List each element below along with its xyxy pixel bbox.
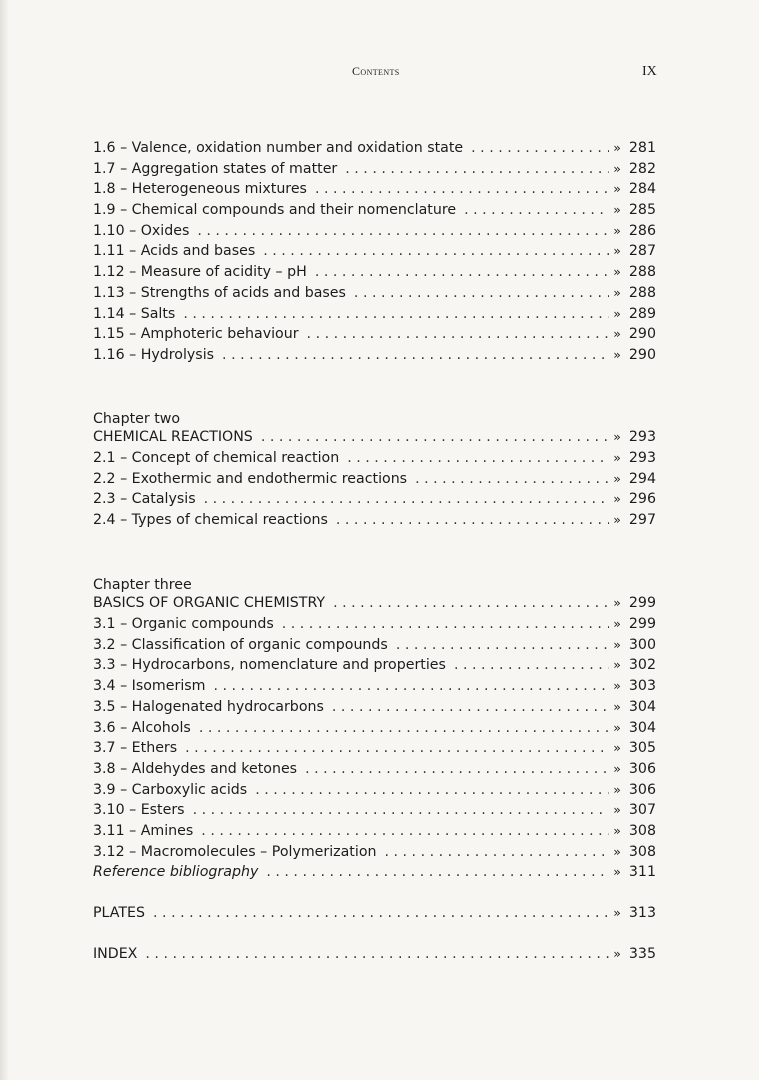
toc-entry-label: CHEMICAL REACTIONS	[93, 429, 253, 446]
page-marker: »	[613, 346, 621, 362]
toc-entry	[93, 326, 656, 347]
dot-leader	[385, 844, 610, 860]
toc-entry	[93, 223, 656, 244]
page-marker: »	[613, 326, 621, 342]
page-marker: »	[613, 284, 621, 300]
page-marker: »	[613, 843, 621, 859]
toc-entry-label: 3.11 – Amines	[93, 822, 194, 839]
page-edge-shadow	[0, 0, 9, 1080]
toc-entry-index	[93, 946, 656, 967]
page-marker: »	[613, 429, 621, 445]
toc-entry-label: 1.16 – Hydrolysis	[93, 346, 215, 363]
toc-entry-page: 303	[628, 678, 656, 695]
page-marker: »	[613, 595, 621, 611]
toc-entry-label: BASICS OF ORGANIC CHEMISTRY	[93, 595, 326, 612]
toc-entry-page: 313	[628, 905, 656, 921]
toc-entry-page: 294	[628, 470, 656, 487]
page-marker: »	[613, 657, 621, 673]
table-of-contents	[93, 140, 656, 966]
page-header	[0, 64, 759, 84]
toc-entry	[93, 782, 656, 803]
toc-entry-page: 282	[628, 160, 656, 177]
dot-leader	[213, 678, 609, 694]
toc-entry-page: 307	[628, 802, 656, 819]
toc-entry-label: 1.10 – Oxides	[93, 222, 190, 239]
toc-entry-label: 1.8 – Heterogeneous mixtures	[93, 181, 307, 198]
dot-leader	[396, 637, 609, 653]
toc-entry-label: 1.13 – Strengths of acids and bases	[93, 284, 346, 301]
toc-entry-page: 335	[628, 945, 656, 962]
toc-entry	[93, 720, 656, 741]
page-marker: »	[613, 740, 621, 756]
dot-leader	[354, 285, 609, 301]
page-marker: »	[613, 636, 621, 652]
page-marker: »	[613, 719, 621, 735]
toc-entry-label: 3.9 – Carboxylic acids	[93, 781, 248, 798]
toc-entry-label: 3.8 – Aldehydes and ketones	[93, 760, 298, 777]
dot-leader	[193, 802, 610, 818]
dot-leader	[282, 616, 610, 632]
toc-entry-label: 1.9 – Chemical compounds and their nomenclature	[93, 202, 457, 219]
toc-entry-page: 302	[628, 657, 656, 674]
page-marker: »	[613, 160, 621, 176]
toc-entry-page: 311	[628, 864, 656, 881]
dot-leader	[255, 782, 609, 798]
toc-entry-page: 290	[628, 326, 656, 343]
toc-entry	[93, 161, 656, 182]
page-marker: »	[613, 470, 621, 486]
toc-entry-page: 286	[628, 222, 656, 239]
toc-entry-label: 1.11 – Acids and bases	[93, 243, 256, 260]
running-title: Contents	[352, 64, 400, 78]
dot-leader	[315, 181, 609, 197]
dot-leader	[266, 864, 609, 880]
toc-entry-plates	[93, 905, 656, 926]
page-marker: »	[613, 140, 621, 155]
toc-entry-label: 3.1 – Organic compounds	[93, 616, 274, 633]
dot-leader	[307, 326, 610, 342]
toc-entry-page: 281	[628, 140, 656, 156]
page-marker: »	[613, 678, 621, 694]
toc-entry	[93, 429, 656, 450]
toc-entry-label: 3.5 – Halogenated hydrocarbons	[93, 698, 324, 715]
toc-entry	[93, 140, 656, 161]
toc-entry	[93, 450, 656, 471]
toc-entry	[93, 243, 656, 264]
page-marker: »	[613, 905, 621, 920]
toc-entry-page: 288	[628, 264, 656, 281]
toc-entry	[93, 285, 656, 306]
chapter-heading: Chapter two	[93, 410, 181, 427]
dot-leader	[183, 306, 609, 322]
toc-entry-label: 3.10 – Esters	[93, 802, 185, 819]
toc-entry-page: 299	[628, 595, 656, 612]
section-one-list	[93, 140, 656, 368]
toc-entry	[93, 802, 656, 823]
dot-leader	[305, 761, 609, 777]
dot-leader	[332, 699, 609, 715]
dot-leader	[464, 202, 609, 218]
toc-entry	[93, 306, 656, 327]
toc-entry	[93, 637, 656, 658]
toc-entry-label: INDEX	[93, 945, 138, 962]
toc-entry-page: 300	[628, 636, 656, 653]
toc-entry-label: 3.7 – Ethers	[93, 740, 178, 757]
toc-entry	[93, 264, 656, 285]
chapter-two-section	[93, 409, 656, 533]
toc-entry-page: 297	[628, 512, 656, 528]
dot-leader	[454, 657, 609, 673]
toc-entry	[93, 471, 656, 492]
page-marker: »	[613, 698, 621, 714]
chapter-three-section	[93, 575, 656, 885]
toc-entry-label: Reference bibliography	[93, 864, 259, 881]
dot-leader	[333, 595, 609, 611]
page-marker: »	[613, 822, 621, 838]
toc-entry-label: 3.4 – Isomerism	[93, 678, 206, 695]
dot-leader	[201, 823, 609, 839]
toc-entry	[93, 823, 656, 844]
dot-leader	[315, 264, 609, 280]
toc-entry-page: 284	[628, 181, 656, 198]
page-marker: »	[613, 449, 621, 465]
toc-entry	[93, 512, 656, 533]
dot-leader	[347, 450, 609, 466]
toc-entry-label: 1.6 – Valence, oxidation number and oxidation state	[93, 140, 464, 156]
page-marker: »	[613, 760, 621, 776]
page-marker: »	[613, 781, 621, 797]
toc-entry-page: 299	[628, 616, 656, 633]
toc-entry-page: 288	[628, 284, 656, 301]
toc-entry-label: 2.1 – Concept of chemical reaction	[93, 449, 340, 466]
toc-entry-page: 308	[628, 822, 656, 839]
toc-entry-label: 1.14 – Salts	[93, 305, 176, 322]
dot-leader	[336, 512, 609, 528]
page-marker: »	[613, 864, 621, 880]
toc-entry-label: 3.3 – Hydrocarbons, nomenclature and properties	[93, 657, 446, 674]
page-marker: »	[613, 181, 621, 197]
toc-entry-bibliography	[93, 864, 656, 885]
toc-entry	[93, 347, 656, 368]
toc-entry	[93, 595, 656, 616]
toc-entry-label: PLATES	[93, 905, 146, 921]
page-marker: »	[613, 264, 621, 280]
toc-entry-label: 3.12 – Macromolecules – Polymerization	[93, 843, 377, 860]
toc-entry-label: 1.12 – Measure of acidity – pH	[93, 264, 307, 281]
toc-entry-page: 287	[628, 243, 656, 260]
toc-entry	[93, 678, 656, 699]
dot-leader	[145, 946, 609, 962]
toc-entry	[93, 491, 656, 512]
toc-entry-page: 289	[628, 305, 656, 322]
toc-entry-page: 293	[628, 449, 656, 466]
page-number: IX	[642, 64, 657, 79]
page-marker: »	[613, 945, 621, 961]
dot-leader	[199, 720, 609, 736]
toc-entry-page: 304	[628, 698, 656, 715]
dot-leader	[204, 491, 610, 507]
dot-leader	[222, 347, 609, 363]
dot-leader	[263, 243, 609, 259]
page-marker: »	[613, 491, 621, 507]
toc-entry-label: 1.7 – Aggregation states of matter	[93, 160, 338, 177]
page-marker: »	[613, 802, 621, 818]
toc-entry-label: 3.2 – Classification of organic compounds	[93, 636, 388, 653]
dot-leader	[185, 740, 609, 756]
toc-entry	[93, 844, 656, 865]
toc-entry-page: 290	[628, 346, 656, 363]
dot-leader	[471, 140, 609, 156]
dot-leader	[345, 161, 609, 177]
dot-leader	[415, 471, 609, 487]
page-marker: »	[613, 222, 621, 238]
toc-entry-page: 304	[628, 719, 656, 736]
toc-entry	[93, 699, 656, 720]
dot-leader	[153, 905, 609, 921]
dot-leader	[197, 223, 609, 239]
toc-entry	[93, 181, 656, 202]
toc-entry	[93, 657, 656, 678]
toc-entry-page: 308	[628, 843, 656, 860]
toc-entry	[93, 202, 656, 223]
toc-entry-label: 2.2 – Exothermic and endothermic reactions	[93, 470, 408, 487]
toc-entry	[93, 740, 656, 761]
dot-leader	[261, 429, 609, 445]
toc-entry-label: 1.15 – Amphoteric behaviour	[93, 326, 299, 343]
toc-entry-page: 306	[628, 781, 656, 798]
toc-entry-page: 306	[628, 760, 656, 777]
toc-entry-page: 305	[628, 740, 656, 757]
chapter-heading: Chapter three	[93, 576, 192, 593]
toc-entry-label: 2.3 – Catalysis	[93, 491, 196, 508]
page-marker: »	[613, 512, 621, 527]
toc-entry-label: 2.4 – Types of chemical reactions	[93, 512, 328, 528]
page-marker: »	[613, 202, 621, 218]
page-marker: »	[613, 243, 621, 259]
page-marker: »	[613, 616, 621, 632]
toc-entry	[93, 616, 656, 637]
toc-entry-page: 296	[628, 491, 656, 508]
toc-entry	[93, 761, 656, 782]
toc-entry-page: 285	[628, 202, 656, 219]
toc-entry-page: 293	[628, 429, 656, 446]
toc-entry-label: 3.6 – Alcohols	[93, 719, 191, 736]
page-marker: »	[613, 305, 621, 321]
